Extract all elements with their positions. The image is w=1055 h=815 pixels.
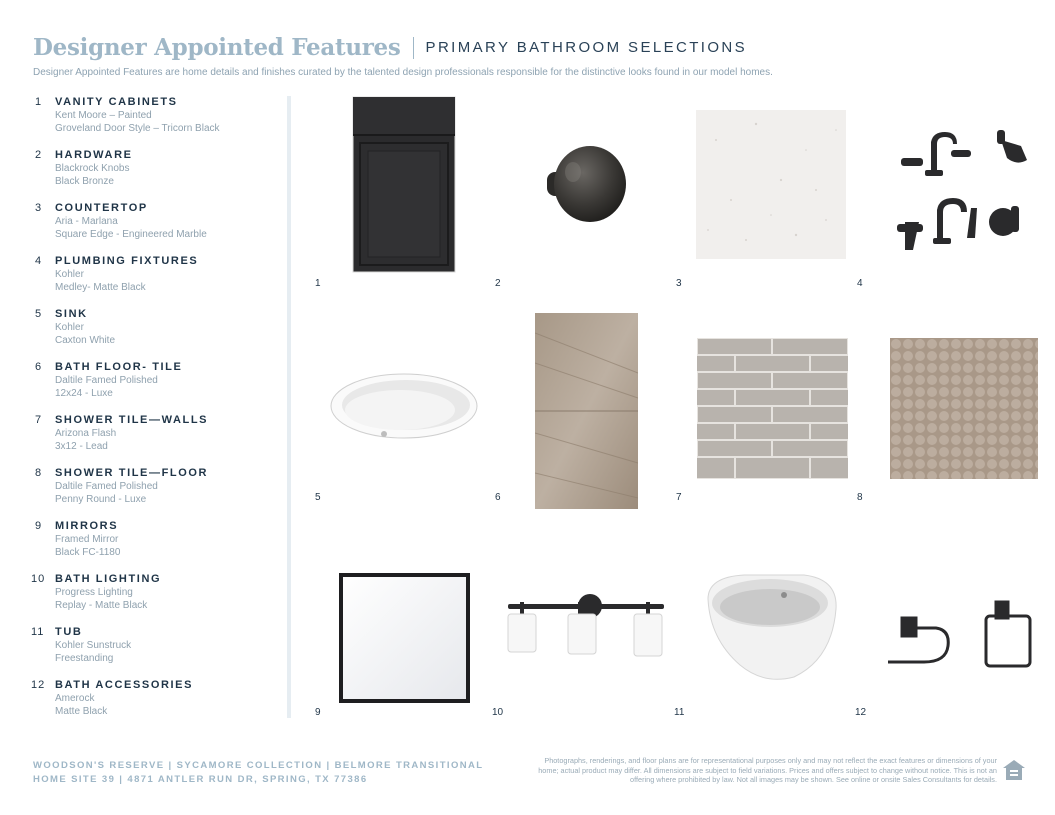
item-title: BATH LIGHTING	[55, 573, 162, 585]
item-title: HARDWARE	[55, 149, 133, 161]
item-detail: Daltile Famed Polished	[55, 375, 158, 386]
item-detail: 12x24 - Luxe	[55, 388, 113, 399]
item-detail: Framed Mirror	[55, 534, 119, 545]
item-number: 10	[31, 573, 46, 585]
light-fixture-image	[506, 592, 668, 658]
item-title: BATH ACCESSORIES	[55, 679, 194, 691]
item-detail: Aria - Marlana	[55, 216, 118, 227]
page-subtitle: Designer Appointed Features are home details and finishes curated by the talented design professionals responsible for the distinctive looks found in our model homes.	[33, 67, 773, 78]
item-detail: Groveland Door Style – Tricorn Black	[55, 123, 220, 134]
item-detail: Kohler	[55, 269, 84, 280]
page-title: Designer Appointed Features	[33, 34, 401, 61]
item-detail: Penny Round - Luxe	[55, 494, 147, 505]
item-title: COUNTERTOP	[55, 202, 148, 214]
footer-line-2: HOME SITE 39 | 4871 ANTLER RUN DR, SPRING, TX 77386	[33, 774, 368, 785]
item-detail: 3x12 - Lead	[55, 441, 108, 452]
footer-line-1: WOODSON'S RESERVE | SYCAMORE COLLECTION | BELMORE TRANSITIONAL	[33, 760, 484, 771]
page-header	[33, 34, 773, 78]
item-detail: Amerock	[55, 693, 95, 704]
floor-tile-image	[535, 313, 638, 509]
item-number: 3	[35, 202, 43, 214]
knob-image	[543, 144, 629, 224]
item-detail: Matte Black	[55, 706, 108, 717]
item-title: SHOWER TILE—WALLS	[55, 414, 209, 426]
grid-label: 8	[857, 492, 863, 503]
grid-label: 6	[495, 492, 501, 503]
item-detail: Square Edge - Engineered Marble	[55, 229, 207, 240]
penny-tile-image	[890, 338, 1038, 479]
grid-label: 1	[315, 278, 321, 289]
item-detail: Medley- Matte Black	[55, 282, 146, 293]
item-number: 6	[35, 361, 43, 373]
equal-housing-icon	[1002, 758, 1026, 782]
item-number: 8	[35, 467, 43, 479]
wall-tile-image	[697, 338, 848, 479]
item-number: 1	[35, 96, 43, 108]
grid-label: 10	[492, 707, 504, 718]
item-detail: Kent Moore – Painted	[55, 110, 152, 121]
divider-line	[287, 96, 291, 718]
item-title: MIRRORS	[55, 520, 119, 532]
item-detail: Kohler	[55, 322, 84, 333]
item-number: 11	[31, 626, 45, 638]
section-title: PRIMARY BATHROOM SELECTIONS	[425, 39, 748, 56]
item-detail: Blackrock Knobs	[55, 163, 130, 174]
item-title: SINK	[55, 308, 88, 320]
item-detail: Replay - Matte Black	[55, 600, 148, 611]
footer-disclaimer: Photographs, renderings, and floor plans are for representational purposes only and may not reflect the exact features or dimensions of your home; actual product may differ. All dimensions are subject to field variations. Prices and offers subject to change without notice. This is not an offering where prohibited by law. Not all images may be shown. See online or onsite Sales Consultants for details.	[538, 756, 997, 784]
grid-label: 11	[674, 707, 685, 718]
item-number: 12	[31, 679, 46, 691]
item-title: TUB	[55, 626, 83, 638]
mirror-image	[339, 573, 470, 703]
item-number: 5	[35, 308, 43, 320]
grid-label: 9	[315, 707, 321, 718]
tub-image	[704, 569, 840, 683]
item-detail: Daltile Famed Polished	[55, 481, 158, 492]
item-title: PLUMBING FIXTURES	[55, 255, 199, 267]
title-divider	[413, 37, 414, 59]
bath-accessories-image	[884, 600, 1034, 672]
title-row	[33, 34, 773, 61]
item-number: 7	[35, 414, 43, 426]
grid-label: 12	[855, 707, 867, 718]
item-title: BATH FLOOR- TILE	[55, 361, 183, 373]
grid-label: 2	[495, 278, 501, 289]
item-title: VANITY CABINETS	[55, 96, 178, 108]
grid-label: 5	[315, 492, 321, 503]
item-title: SHOWER TILE—FLOOR	[55, 467, 209, 479]
grid-label: 4	[857, 278, 863, 289]
item-detail: Arizona Flash	[55, 428, 117, 439]
item-number: 2	[35, 149, 43, 161]
item-detail: Black FC-1180	[55, 547, 121, 558]
vanity-cabinet-image	[352, 96, 456, 273]
item-detail: Kohler Sunstruck	[55, 640, 132, 651]
item-number: 9	[35, 520, 43, 532]
item-detail: Caxton White	[55, 335, 116, 346]
item-detail: Black Bronze	[55, 176, 114, 187]
item-detail: Progress Lighting	[55, 587, 133, 598]
countertop-sample-image	[696, 110, 846, 259]
item-number: 4	[35, 255, 43, 267]
sink-image	[330, 372, 480, 442]
footer-community	[33, 759, 483, 787]
grid-label: 7	[676, 492, 682, 503]
item-detail: Freestanding	[55, 653, 114, 664]
grid-label: 3	[676, 278, 682, 289]
plumbing-fixtures-image	[893, 122, 1039, 254]
